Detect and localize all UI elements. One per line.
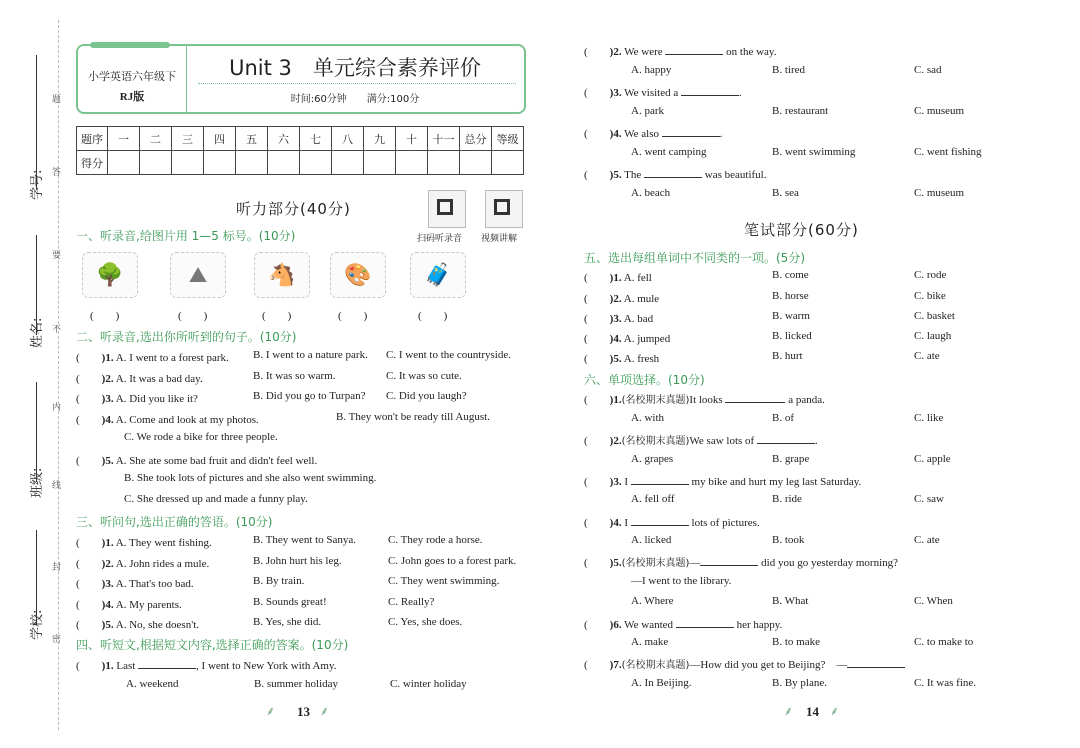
answer-bracket[interactable]: ( ) — [178, 310, 208, 322]
writing-section-title: 笔试部分(60分) — [744, 221, 859, 239]
option-c: C. It was fine. — [914, 677, 977, 689]
option-b: B. I went to a nature park. — [253, 349, 368, 361]
option-a: A. make — [631, 636, 669, 648]
option-c: C. Did you laugh? — [386, 390, 467, 402]
question-row: ( )4. A. Come and look at my photos. — [76, 414, 259, 426]
option-b: B. took — [772, 534, 805, 546]
score-input[interactable] — [204, 151, 236, 175]
answer-bracket[interactable]: ( — [584, 394, 610, 406]
seal-char: 线 — [52, 481, 62, 491]
option-a: A. happy — [631, 64, 672, 76]
option-c: C. She dressed up and made a funny play. — [124, 493, 308, 505]
seal-char: 题 — [52, 95, 62, 105]
answer-bracket[interactable]: ( — [76, 373, 102, 385]
option-b: B. They won't be ready till August. — [336, 411, 490, 423]
option-c: C. It was so cute. — [386, 370, 462, 382]
picture-2 — [170, 252, 226, 298]
answer-bracket[interactable]: ( — [76, 558, 102, 570]
option-b: B. By train. — [253, 575, 305, 587]
seal-char: 不 — [52, 325, 62, 335]
fill-blank[interactable] — [700, 565, 758, 566]
option-c: C. apple — [914, 453, 951, 465]
option-b: B. By plane. — [772, 677, 827, 689]
leaf-icon: ⸙ — [784, 704, 794, 718]
section-1-title: 一、听录音,给图片用 1—5 标号。(10分) — [76, 229, 296, 243]
answer-bracket[interactable]: ( — [76, 578, 102, 590]
score-value-row — [77, 151, 524, 175]
answer-bracket[interactable]: ( — [584, 128, 610, 140]
option-b: B. Yes, she did. — [253, 616, 322, 628]
answer-bracket[interactable]: ( — [76, 619, 102, 631]
question-row: ( )3. I my bike and hurt my leg last Saturday. — [584, 476, 862, 488]
option-c: C. laugh — [914, 330, 952, 342]
option-c: C. Yes, she does. — [388, 616, 463, 628]
score-cell: 八 — [332, 127, 364, 151]
answer-bracket[interactable]: ( — [584, 353, 610, 365]
answer-bracket[interactable]: ( — [584, 476, 610, 488]
option-c: C. I went to the countryside. — [386, 349, 511, 361]
score-cell: 五 — [236, 127, 268, 151]
question-row: ( )5. A. No, she doesn't. — [76, 619, 200, 631]
class-label: 班级: — [30, 467, 45, 498]
fill-blank[interactable] — [725, 402, 785, 403]
picture-icon: 🧳 — [424, 262, 452, 287]
question-row: ( )2. A. John rides a mule. — [76, 558, 210, 570]
score-cell: 等级 — [492, 127, 524, 151]
option-c: C. They rode a horse. — [388, 534, 483, 546]
score-cell: 六 — [268, 127, 300, 151]
score-input[interactable] — [460, 151, 492, 175]
fill-blank[interactable] — [662, 136, 720, 137]
question-row: ( )2. A. mule — [584, 293, 660, 305]
unit-header — [76, 44, 526, 114]
answer-bracket[interactable]: ( — [584, 435, 610, 447]
score-cell: 四 — [204, 127, 236, 151]
answer-bracket[interactable]: ( — [584, 619, 610, 631]
section-6-title: 六、单项选择。(10分) — [584, 373, 705, 387]
page-number: 13 — [297, 704, 310, 719]
option-b: B. Sounds great! — [253, 596, 327, 608]
score-cell: 总分 — [460, 127, 492, 151]
option-b: B. went swimming — [772, 146, 856, 158]
answer-bracket[interactable]: ( — [584, 169, 610, 181]
picture-4 — [330, 252, 386, 298]
question-row: ( )1.(名校期末真题)It looks a panda. — [584, 394, 825, 406]
option-b: B. grape — [772, 453, 810, 465]
option-c: C. ate — [914, 350, 940, 362]
question-row: ( )5. A. fresh — [584, 353, 660, 365]
answer-bracket[interactable]: ( — [584, 272, 610, 284]
option-a: A. licked — [631, 534, 672, 546]
dialogue-line: —I went to the library. — [631, 575, 732, 587]
picture-1 — [82, 252, 138, 298]
question-row: ( )1. A. They went fishing. — [76, 537, 212, 549]
question-row: ( )4. I lots of pictures. — [584, 517, 760, 529]
qr-caption: 扫码听录音 — [417, 234, 463, 244]
course-box — [78, 46, 187, 112]
option-b: B. It was so warm. — [253, 370, 336, 382]
option-c: C. When — [914, 595, 953, 607]
fill-blank[interactable] — [631, 525, 689, 526]
question-row: ( )1. A. I went to a forest park. — [76, 352, 229, 364]
answer-bracket[interactable]: ( — [584, 293, 610, 305]
picture-5 — [410, 252, 466, 298]
seal-char: 封 — [52, 563, 62, 573]
answer-bracket[interactable]: ( ) — [418, 310, 448, 322]
option-a: A. grapes — [631, 453, 674, 465]
question-row: ( )4. A. jumped — [584, 333, 671, 345]
option-c: C. ate — [914, 534, 940, 546]
school-line — [36, 530, 37, 625]
qr-code-icon[interactable] — [485, 190, 523, 228]
question-row: ( )5. The was beautiful. — [584, 169, 767, 181]
qr-caption: 视频讲解 — [481, 234, 518, 244]
option-c: C. Really? — [388, 596, 435, 608]
answer-bracket[interactable]: ( — [584, 517, 610, 529]
option-a: A. Where — [631, 595, 674, 607]
question-row: ( )4. A. My parents. — [76, 599, 182, 611]
option-c: C. bike — [914, 290, 946, 302]
edition: RJ版 — [119, 91, 145, 103]
name-line — [36, 235, 37, 335]
option-a: A. weekend — [126, 678, 179, 690]
question-row: ( )5. A. She ate some bad fruit and didn't feel well. — [76, 455, 318, 467]
seal-char: 答 — [52, 168, 62, 178]
score-input[interactable] — [268, 151, 300, 175]
answer-bracket[interactable]: ( — [584, 46, 610, 58]
score-input[interactable] — [300, 151, 332, 175]
answer-bracket[interactable]: ( — [584, 557, 610, 569]
option-c: C. winter holiday — [390, 678, 467, 690]
option-a: A. fell off — [631, 493, 675, 505]
score-cell: 十 — [396, 127, 428, 151]
fill-blank[interactable] — [644, 177, 702, 178]
leaf-icon: ⸙ — [266, 704, 276, 718]
question-row: ( )6. We wanted her happy. — [584, 619, 783, 631]
answer-bracket[interactable]: ( — [584, 313, 610, 325]
option-c: C. to make to — [914, 636, 974, 648]
fill-blank[interactable] — [676, 627, 734, 628]
option-b: B. hurt — [772, 350, 803, 362]
question-row: ( )5.(名校期末真题)— did you go yesterday morning? — [584, 557, 899, 569]
option-b: B. John hurt his leg. — [253, 555, 342, 567]
score-row-label: 得分 — [77, 151, 108, 175]
fill-blank[interactable] — [665, 54, 723, 55]
picture-3 — [254, 252, 310, 298]
score-cell: 十一 — [428, 127, 460, 151]
option-c: C. We rode a bike for three people. — [124, 431, 278, 443]
question-row: ( )3. A. That's too bad. — [76, 578, 194, 590]
question-row: ( )3. We visited a . — [584, 87, 742, 99]
answer-bracket[interactable]: ( ) — [262, 310, 292, 322]
score-input[interactable] — [492, 151, 524, 175]
picture-icon: ⛰ — [188, 262, 208, 287]
score-input[interactable] — [428, 151, 460, 175]
score-table — [76, 126, 524, 175]
student-id-line — [36, 55, 37, 190]
option-b: B. They went to Sanya. — [253, 534, 357, 546]
listening-section-title: 听力部分(40分) — [236, 200, 351, 218]
qr-code-icon[interactable] — [428, 190, 466, 228]
option-c: C. sad — [914, 64, 942, 76]
option-b: B. She took lots of pictures and she also went swimming. — [124, 472, 377, 484]
option-a: A. beach — [631, 187, 671, 199]
score-input[interactable] — [396, 151, 428, 175]
option-a: A. went camping — [631, 146, 707, 158]
fill-blank[interactable] — [681, 95, 739, 96]
score-cell: 九 — [364, 127, 396, 151]
fill-blank[interactable] — [631, 484, 689, 485]
picture-icon: 🎨 — [344, 262, 372, 287]
name-label: 姓名: — [30, 317, 45, 348]
exam-info: 时间:60分钟 满分:100分 — [290, 94, 420, 105]
option-c: C. basket — [914, 310, 955, 322]
score-cell: 三 — [172, 127, 204, 151]
option-a: A. park — [631, 105, 664, 117]
option-a: A. with — [631, 412, 664, 424]
option-b: B. horse — [772, 290, 809, 302]
option-b: B. sea — [772, 187, 799, 199]
score-cell: 七 — [300, 127, 332, 151]
section-2-title: 二、听录音,选出你所听到的句子。(10分) — [76, 330, 297, 344]
option-b: B. restaurant — [772, 105, 829, 117]
answer-bracket[interactable]: ( — [584, 333, 610, 345]
question-row: ( )3. A. Did you like it? — [76, 393, 198, 405]
answer-bracket[interactable]: ( — [76, 599, 102, 611]
option-a: A. In Beijing. — [631, 677, 692, 689]
seal-char: 内 — [52, 403, 62, 413]
divider — [198, 83, 516, 84]
answer-bracket[interactable]: ( — [76, 393, 102, 405]
cut-line — [58, 20, 59, 730]
class-line — [36, 382, 37, 482]
score-cell: 一 — [108, 127, 140, 151]
binding-margin — [0, 0, 72, 748]
question-row: ( )2.(名校期末真题)We saw lots of . — [584, 435, 818, 447]
seal-char: 密 — [52, 635, 62, 645]
fill-blank[interactable] — [757, 443, 815, 444]
option-c: C. museum — [914, 187, 965, 199]
score-header-row — [77, 127, 524, 151]
option-c: C. John goes to a forest park. — [388, 555, 517, 567]
picture-icon: 🌳 — [96, 262, 124, 287]
score-cell: 题序 — [77, 127, 108, 151]
option-b: B. licked — [772, 330, 812, 342]
leaf-icon: ⸙ — [830, 704, 840, 718]
option-b: B. What — [772, 595, 809, 607]
question-row: ( )2. We were on the way. — [584, 46, 777, 58]
option-b: B. summer holiday — [254, 678, 339, 690]
option-c: C. They went swimming. — [388, 575, 500, 587]
answer-bracket[interactable]: ( — [76, 455, 102, 467]
question-row: ( )7.(名校期末真题)—How did you get to Beijing? — — [584, 656, 905, 672]
answer-bracket[interactable]: ( ) — [90, 310, 120, 322]
section-3-title: 三、听问句,选出正确的答语。(10分) — [76, 515, 273, 529]
question-row: ( )1. Last , I went to New York with Amy. — [76, 660, 337, 672]
answer-bracket[interactable]: ( — [76, 414, 102, 426]
question-row: ( )2. A. It was a bad day. — [76, 373, 203, 385]
fill-blank[interactable] — [138, 668, 196, 669]
answer-bracket[interactable]: ( — [584, 659, 610, 671]
fill-blank[interactable] — [847, 667, 905, 668]
section-4-title: 四、听短文,根据短文内容,选择正确的答案。(10分) — [76, 638, 349, 652]
score-input[interactable] — [108, 151, 140, 175]
answer-bracket[interactable]: ( ) — [338, 310, 368, 322]
answer-bracket[interactable]: ( — [76, 660, 102, 672]
score-input[interactable] — [236, 151, 268, 175]
score-input[interactable] — [140, 151, 172, 175]
seal-char: 要 — [52, 251, 62, 261]
score-input[interactable] — [172, 151, 204, 175]
question-row: ( )4. We also . — [584, 128, 723, 140]
student-id-label: 学号: — [30, 169, 45, 200]
score-cell: 二 — [140, 127, 172, 151]
page-number: 14 — [806, 704, 819, 719]
option-b: B. warm — [772, 310, 810, 322]
answer-bracket[interactable]: ( — [76, 352, 102, 364]
option-c: C. museum — [914, 105, 965, 117]
option-b: B. tired — [772, 64, 805, 76]
option-b: B. of — [772, 412, 794, 424]
option-b: B. ride — [772, 493, 802, 505]
page-title: Unit 3 单元综合素养评价 — [229, 56, 481, 80]
option-b: B. come — [772, 269, 809, 281]
question-row: ( )3. A. bad — [584, 313, 654, 325]
school-label: 学校: — [30, 609, 45, 640]
option-c: C. went fishing — [914, 146, 982, 158]
course-name: 小学英语六年级下 — [88, 71, 176, 83]
option-b: B. Did you go to Turpan? — [253, 390, 366, 402]
option-c: C. saw — [914, 493, 944, 505]
question-row: ( )1. A. fell — [584, 272, 652, 284]
leaf-icon: ⸙ — [320, 704, 330, 718]
answer-bracket[interactable]: ( — [584, 87, 610, 99]
picture-icon: 🐴 — [268, 262, 296, 287]
section-5-title: 五、选出每组单词中不同类的一项。(5分) — [584, 251, 805, 265]
option-b: B. to make — [772, 636, 820, 648]
option-c: C. rode — [914, 269, 947, 281]
score-input[interactable] — [332, 151, 364, 175]
option-c: C. like — [914, 412, 944, 424]
answer-bracket[interactable]: ( — [76, 537, 102, 549]
score-input[interactable] — [364, 151, 396, 175]
